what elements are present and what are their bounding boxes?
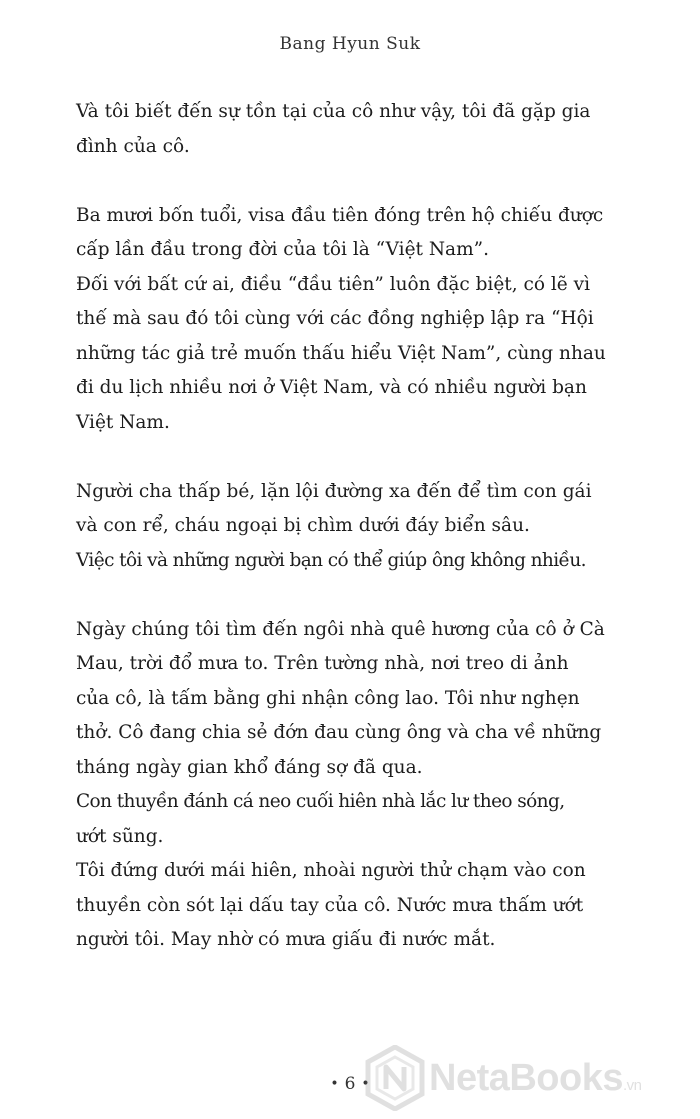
watermark-brand-name: NetaBooks: [429, 1057, 623, 1099]
text-line: Người cha thấp bé, lặn lội đường xa đến để tìm con gái: [76, 480, 592, 502]
text-line: Con thuyền đánh cá neo cuối hiên nhà lắc lư theo sóng,: [76, 791, 565, 812]
text-line: tháng ngày gian khổ đáng sợ đã qua.: [76, 756, 423, 778]
watermark-brand-tld: .vn: [623, 1077, 642, 1094]
text-line: người tôi. May nhờ có mưa giấu đi nước mắt.: [76, 929, 496, 950]
text-line: Và tôi biết đến sự tồn tại của cô như vậy, tôi đã gặp gia: [76, 101, 591, 122]
text-line: Việc tôi và những người bạn có thể giúp ông không nhiều.: [76, 549, 586, 571]
text-line: những tác giả trẻ muốn thấu hiểu Việt Nam”, cùng nhau: [76, 342, 606, 364]
text-line: Mau, trời đổ mưa to. Trên tường nhà, nơi treo di ảnh: [76, 653, 569, 674]
text-line: thế mà sau đó tôi cùng với các đồng nghiệp lập ra “Hội: [76, 308, 594, 329]
text-line: cấp lần đầu trong đời của tôi là “Việt Nam”.: [76, 239, 489, 260]
text-line: ướt sũng.: [76, 825, 164, 847]
bullet-left: •: [330, 1076, 339, 1092]
text-line: đi du lịch nhiều nơi ở Việt Nam, và có nhiều người bạn: [76, 377, 587, 398]
running-header-author: Bang Hyun Suk: [279, 34, 421, 54]
watermark: [365, 1045, 695, 1115]
text-line: thuyền còn sót lại dấu tay của cô. Nước mưa thấm ướt: [76, 894, 584, 916]
text-line: đình của cô.: [76, 135, 190, 157]
text-line: Ba mươi bốn tuổi, visa đầu tiên đóng trên hộ chiếu được: [76, 204, 604, 226]
text-line: Việt Nam.: [76, 411, 170, 433]
bullet-right: •: [361, 1076, 370, 1092]
paragraph-4: [76, 613, 636, 958]
page-number-value: 6: [344, 1074, 356, 1094]
paragraph-2: [76, 199, 636, 441]
text-line: Ngày chúng tôi tìm đến ngôi nhà quê hương của cô ở Cà: [76, 618, 605, 640]
text-line: thở. Cô đang chia sẻ đớn đau cùng ông và cha về những: [76, 722, 602, 743]
paragraph-3: [76, 475, 636, 579]
watermark-brand: [429, 1057, 642, 1100]
text-line: của cô, là tấm bằng ghi nhận công lao. Tôi như nghẹn: [76, 687, 580, 709]
netabooks-logo-icon: [365, 1045, 425, 1111]
text-line: Tôi đứng dưới mái hiên, nhoài người thử chạm vào con: [76, 860, 586, 881]
paragraph-1: [76, 95, 636, 164]
text-line: và con rể, cháu ngoại bị chìm dưới đáy biển sâu.: [76, 515, 530, 536]
body-text: [76, 95, 636, 958]
text-line: Đối với bất cứ ai, điều “đầu tiên” luôn đặc biệt, có lẽ vì: [76, 273, 590, 295]
